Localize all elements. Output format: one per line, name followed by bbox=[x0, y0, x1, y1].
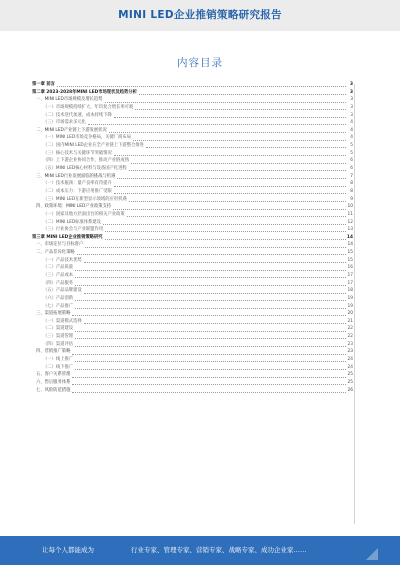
toc-entry-label: （一）技术瓶颈：量产良率有待提升 bbox=[43, 181, 112, 187]
toc-leader-dots bbox=[103, 220, 346, 225]
toc-leader-dots bbox=[84, 258, 346, 263]
toc-entry[interactable] bbox=[32, 264, 353, 272]
toc-leader-dots bbox=[75, 342, 346, 347]
toc-entry-label: （四）上下游企业协同合作，推动产业链成熟 bbox=[43, 158, 129, 164]
toc-entry-label: （一）产品技术优势 bbox=[43, 257, 82, 263]
toc-leader-dots bbox=[129, 166, 346, 171]
toc-entry[interactable] bbox=[32, 356, 353, 364]
toc-page-number: 8 bbox=[350, 188, 353, 194]
toc-entry-label: （二）产品质量 bbox=[43, 265, 74, 271]
toc-page-number: 8 bbox=[350, 181, 353, 187]
toc-leader-dots bbox=[105, 98, 346, 103]
toc-entry-label: （二）国内MINI LED企业在全产业链上下游整合推进 bbox=[43, 143, 144, 149]
toc-page-number: 4 bbox=[350, 135, 353, 141]
toc-entry[interactable] bbox=[32, 180, 353, 188]
toc-page-number: 23 bbox=[347, 341, 353, 347]
page-corner-mark bbox=[366, 548, 378, 560]
document-title: MINI LED企业推销策略研究报告 bbox=[118, 9, 282, 21]
toc-entry-label: 第二章 2023-2028年MINI LED市场现状及趋势分析 bbox=[32, 89, 137, 95]
toc-entry[interactable] bbox=[32, 280, 353, 288]
toc-entry-label: （四）渠道评估 bbox=[43, 341, 74, 347]
toc-page-number: 14 bbox=[347, 234, 353, 240]
toc-entry[interactable] bbox=[32, 165, 353, 173]
toc-leader-dots bbox=[72, 311, 346, 316]
toc-page-number: 5 bbox=[350, 143, 353, 149]
toc-entry[interactable] bbox=[32, 341, 353, 349]
toc-entry[interactable] bbox=[32, 310, 353, 318]
toc-entry[interactable] bbox=[32, 134, 353, 142]
toc-page-number: 10 bbox=[347, 204, 353, 210]
toc-entry[interactable] bbox=[32, 241, 353, 249]
toc-entry-label: （一）市场规模持续扩大，年均复合增长率可观 bbox=[43, 104, 134, 110]
toc-leader-dots bbox=[75, 327, 346, 332]
toc-leader-dots bbox=[114, 182, 346, 187]
toc-page-number: 3 bbox=[350, 97, 353, 103]
toc-entry-label: 第三章 MINI LED企业推销策略研究 bbox=[32, 234, 103, 240]
toc-leader-dots bbox=[133, 136, 346, 141]
toc-page-number: 7 bbox=[350, 173, 353, 179]
toc-entry[interactable] bbox=[32, 157, 353, 165]
toc-leader-dots bbox=[105, 235, 346, 240]
toc-entry[interactable] bbox=[32, 303, 353, 311]
toc-leader-dots bbox=[117, 174, 346, 179]
toc-leader-dots bbox=[109, 128, 346, 133]
toc-entry[interactable] bbox=[32, 348, 353, 356]
toc-page-number: 22 bbox=[347, 334, 353, 340]
toc-entry-label: 二、产品差异化策略 bbox=[36, 250, 75, 256]
toc-entry[interactable] bbox=[32, 150, 353, 158]
toc-entry-label: （三）MINI LED在新型显示领域的应用机遇 bbox=[43, 196, 127, 202]
toc-entry-label: （五）产品品牌建设 bbox=[43, 288, 82, 294]
toc-entry[interactable] bbox=[32, 203, 353, 211]
toc-entry-label: 一、市场定位与目标客户 bbox=[36, 242, 84, 248]
toc-page-number: 5 bbox=[350, 150, 353, 156]
toc-page-number: 9 bbox=[350, 196, 353, 202]
toc-leader-dots bbox=[131, 159, 346, 164]
toc-entry[interactable] bbox=[32, 226, 353, 234]
toc-entry-label: （二）成本压力：下游应用推广受限 bbox=[43, 188, 112, 194]
toc-page-number: 20 bbox=[347, 311, 353, 317]
toc-page-number: 25 bbox=[347, 372, 353, 378]
toc-page-number: 24 bbox=[347, 364, 353, 370]
toc-page-number: 15 bbox=[347, 257, 353, 263]
toc-entry[interactable] bbox=[32, 387, 353, 395]
toc-leader-dots bbox=[72, 388, 346, 393]
toc-entry[interactable] bbox=[32, 81, 353, 89]
toc-leader-dots bbox=[77, 250, 346, 255]
toc-page-number: 17 bbox=[347, 280, 353, 286]
toc-entry[interactable] bbox=[32, 127, 353, 135]
toc-entry[interactable] bbox=[32, 234, 353, 242]
toc-leader-dots bbox=[114, 189, 346, 194]
toc-page-number: 13 bbox=[347, 227, 353, 233]
toc-page-number: 19 bbox=[347, 295, 353, 301]
toc-leader-dots bbox=[72, 350, 346, 355]
toc-entry[interactable] bbox=[32, 333, 353, 341]
toc-leader-dots bbox=[57, 82, 346, 87]
toc-entry-label: 七、风险防范措施 bbox=[36, 387, 71, 393]
toc-page-number: 3 bbox=[350, 104, 353, 110]
toc-entry-label: （二）渠道建设 bbox=[43, 326, 74, 332]
toc-page-number: 26 bbox=[347, 387, 353, 393]
toc-leader-dots bbox=[127, 212, 346, 217]
toc-page-number: 6 bbox=[350, 166, 353, 172]
toc-entry[interactable] bbox=[32, 318, 353, 326]
toc-leader-dots bbox=[75, 365, 346, 370]
toc-entry[interactable] bbox=[32, 119, 353, 127]
toc-entry[interactable] bbox=[32, 196, 353, 204]
footer-slogan: 让每个人都能成为 bbox=[42, 546, 94, 554]
toc-leader-dots bbox=[146, 143, 346, 148]
toc-leader-dots bbox=[75, 357, 346, 362]
toc-entry[interactable] bbox=[32, 112, 353, 120]
toc-leader-dots bbox=[75, 304, 346, 309]
toc-leader-dots bbox=[113, 205, 346, 210]
toc-entry-label: （七）产品推广 bbox=[43, 303, 74, 309]
toc-page-number: 17 bbox=[347, 273, 353, 278]
toc-entry[interactable] bbox=[32, 142, 353, 150]
toc-page-number: 11 bbox=[347, 211, 353, 217]
toc-leader-dots bbox=[114, 151, 346, 156]
toc-leader-dots bbox=[72, 373, 346, 378]
toc-page-number: 3 bbox=[350, 89, 353, 95]
toc-entry[interactable] bbox=[32, 257, 353, 265]
toc-entry[interactable] bbox=[32, 371, 353, 379]
toc-entry-label: 四、营销推广策略 bbox=[36, 349, 71, 355]
toc-entry-label: 五、客户关系管理 bbox=[36, 372, 71, 378]
toc-leader-dots bbox=[75, 273, 346, 278]
toc-leader-dots bbox=[84, 289, 346, 294]
toc-leader-dots bbox=[85, 243, 346, 248]
toc-leader-dots bbox=[75, 334, 346, 339]
toc-entry[interactable] bbox=[32, 96, 353, 104]
toc-entry-label: 三、渠道拓展策略 bbox=[36, 311, 71, 317]
toc-entry-label: （一）MINI LED市场竞争格局，关键厂商布局 bbox=[43, 135, 131, 141]
toc-entry[interactable] bbox=[32, 219, 353, 227]
toc-page-number: 6 bbox=[350, 158, 353, 164]
toc-entry[interactable] bbox=[32, 379, 353, 387]
toc-entry-label: （六）产品创新 bbox=[43, 295, 74, 301]
toc-leader-dots bbox=[114, 113, 346, 118]
toc-entry-label: （一）国家及地方层面出台的相关产业政策 bbox=[43, 211, 125, 217]
toc-entry[interactable] bbox=[32, 287, 353, 295]
toc-heading: 内容目录 bbox=[177, 57, 223, 69]
toc-entry-label: （四）产品服务 bbox=[43, 280, 74, 286]
toc-page-number: 19 bbox=[347, 303, 353, 309]
toc-page-number: 14 bbox=[347, 242, 353, 248]
toc-entry-label: （二）技术迭代加速，成本持续下降 bbox=[43, 112, 112, 118]
toc-leader-dots bbox=[88, 120, 346, 125]
toc-leader-dots bbox=[72, 380, 346, 385]
toc-entry[interactable] bbox=[32, 104, 353, 112]
toc-entry-label: 一、MINI LED市场规模及增长趋势 bbox=[36, 97, 103, 103]
toc-entry-label: （五）MINI LED核心材料与设备国产化进程 bbox=[43, 166, 127, 172]
toc-page-number: 15 bbox=[347, 250, 353, 256]
margin-line bbox=[354, 84, 355, 524]
toc-leader-dots bbox=[75, 296, 346, 301]
footer-roles: 行业专家、管理专家、营销专家、战略专家、成功企业家…… bbox=[131, 546, 307, 554]
toc-page-number: 16 bbox=[347, 265, 353, 271]
toc-entry-label: 第一章 前言 bbox=[32, 81, 55, 87]
toc-page-number: 24 bbox=[347, 357, 353, 363]
toc-entry-label: （一）线上推广 bbox=[43, 357, 74, 363]
toc-entry-label: 四、政策环境：MINI LED产业政策支持 bbox=[36, 204, 112, 210]
toc-page-number: 23 bbox=[347, 349, 353, 355]
toc-entry-label: 三、MINI LED行业发展面临的挑战与机遇 bbox=[36, 173, 116, 179]
toc-entry-label: （三）市场需求多元化 bbox=[43, 120, 86, 126]
toc-page-number: 4 bbox=[350, 127, 353, 133]
toc-entry-label: （三）渠道管理 bbox=[43, 334, 74, 340]
toc-entry[interactable] bbox=[32, 89, 353, 97]
toc-page-number: 18 bbox=[347, 288, 353, 294]
toc-entry-label: （二）线下推广 bbox=[43, 364, 74, 370]
toc-leader-dots bbox=[105, 227, 346, 232]
toc-entry[interactable] bbox=[32, 211, 353, 219]
toc-entry-label: （三）行业协会与产业联盟作用 bbox=[43, 227, 104, 233]
toc-leader-dots bbox=[75, 281, 346, 286]
toc-leader-dots bbox=[129, 197, 346, 202]
toc-entry[interactable] bbox=[32, 173, 353, 181]
toc-leader-dots bbox=[84, 319, 346, 324]
toc-leader-dots bbox=[75, 266, 346, 271]
toc-entry[interactable] bbox=[32, 326, 353, 334]
toc-entry[interactable] bbox=[32, 272, 353, 280]
page-footer bbox=[0, 536, 400, 565]
toc-page-number: 4 bbox=[350, 120, 353, 126]
toc-entry-label: 二、MINI LED产业链上下游发展状况 bbox=[36, 127, 107, 133]
table-of-contents bbox=[32, 81, 353, 394]
toc-leader-dots bbox=[139, 90, 346, 95]
toc-entry[interactable] bbox=[32, 364, 353, 372]
toc-page-number: 22 bbox=[347, 326, 353, 332]
toc-entry[interactable] bbox=[32, 295, 353, 303]
toc-entry[interactable] bbox=[32, 188, 353, 196]
toc-entry-label: （二）MINI LED标准体系建设 bbox=[43, 219, 101, 225]
toc-entry-label: （三）核心技术与关键环节突破情况 bbox=[43, 150, 112, 156]
toc-page-number: 12 bbox=[347, 219, 353, 225]
toc-page-number: 3 bbox=[350, 112, 353, 118]
toc-page-number: 21 bbox=[347, 318, 353, 324]
toc-entry-label: （一）渠道模式选择 bbox=[43, 318, 82, 324]
toc-entry-label: 六、售后服务体系 bbox=[36, 379, 71, 385]
toc-page-number: 3 bbox=[350, 81, 353, 87]
page-header bbox=[0, 0, 400, 31]
toc-leader-dots bbox=[135, 105, 346, 110]
toc-entry[interactable] bbox=[32, 249, 353, 257]
toc-entry-label: （三）产品成本 bbox=[43, 273, 74, 278]
toc-page-number: 25 bbox=[347, 379, 353, 385]
